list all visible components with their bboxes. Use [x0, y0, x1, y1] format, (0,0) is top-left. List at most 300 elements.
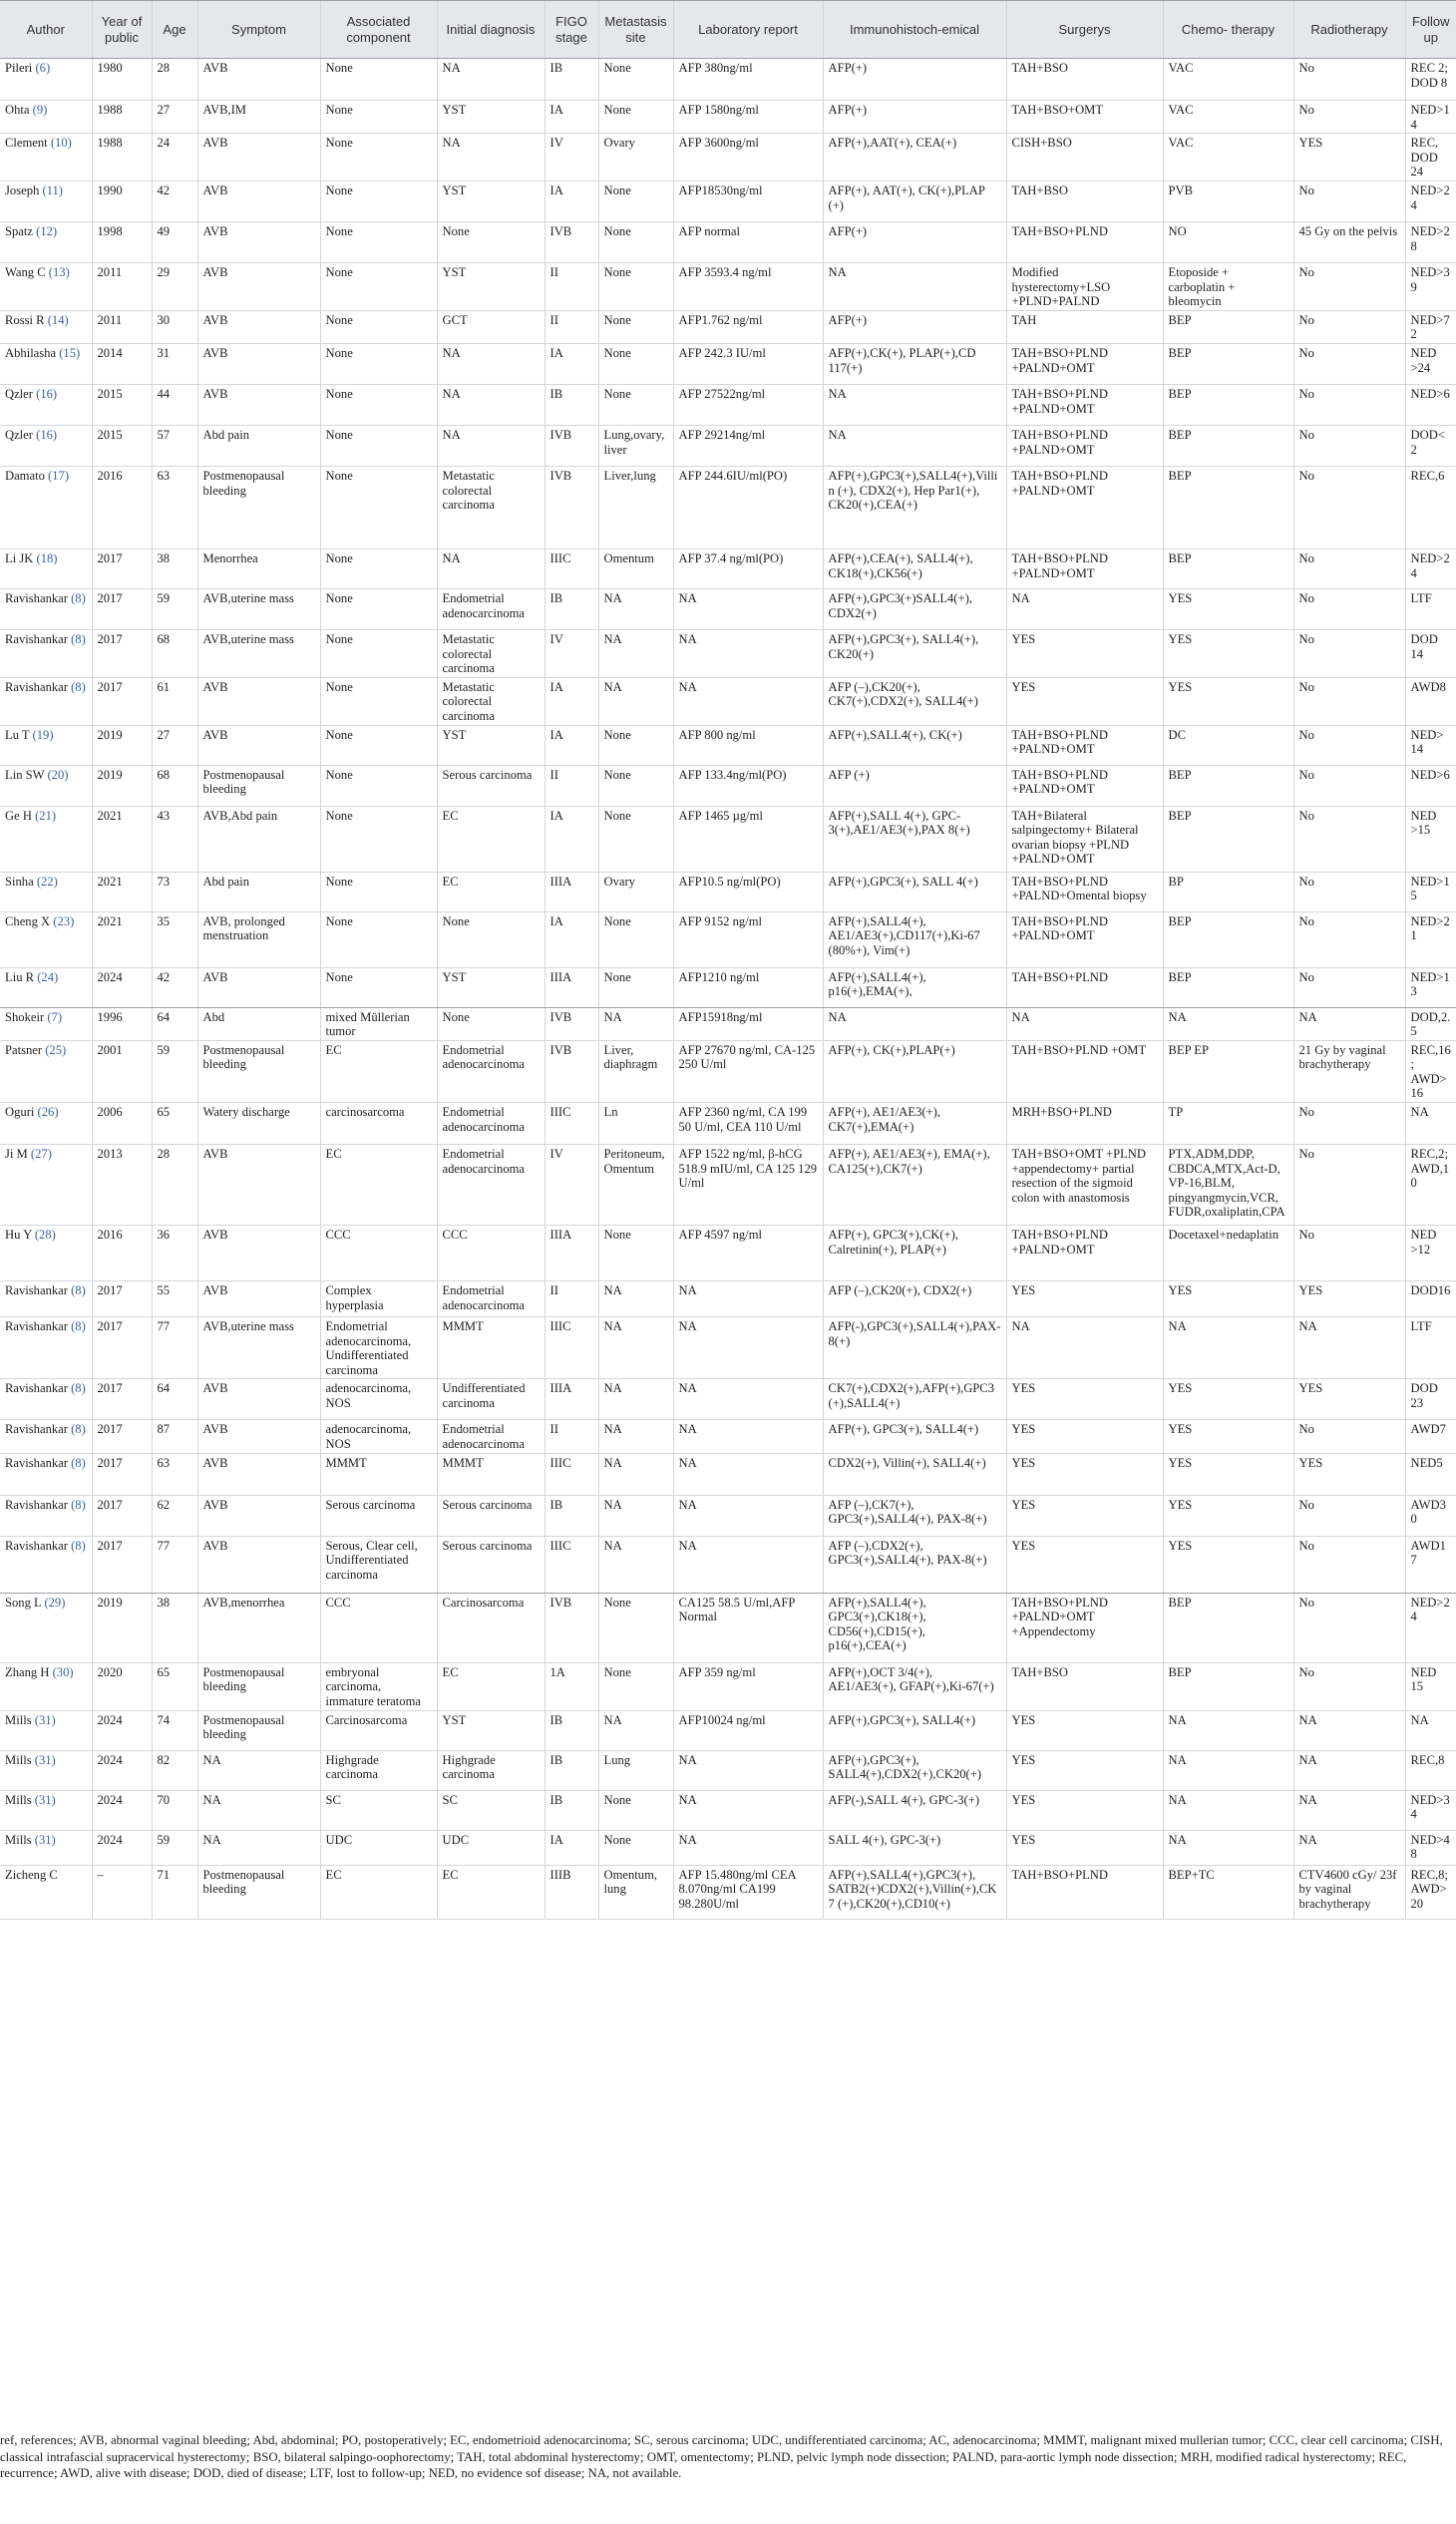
cell-lab: AFP normal [673, 221, 823, 262]
reference-link[interactable]: (8) [71, 1283, 86, 1298]
cell-chemo: YES [1163, 1420, 1293, 1453]
cell-chemo: BEP [1163, 1662, 1293, 1710]
cell-symptom: AVB,uterine mass [197, 588, 320, 629]
cell-figo: IIIC [545, 1103, 598, 1145]
cell-initial: Undifferentiated carcinoma [437, 1379, 545, 1420]
cell-age: 77 [152, 1317, 197, 1379]
cell-meta: NA [598, 1453, 673, 1495]
cell-author [0, 262, 92, 310]
cell-lab: CA125 58.5 U/ml,AFP Normal [673, 1593, 823, 1662]
cell-chemo: YES [1163, 1536, 1293, 1593]
cell-author [0, 1379, 92, 1420]
reference-link[interactable]: (11) [42, 182, 63, 197]
cell-assoc: None [320, 310, 437, 343]
cell-surgery: TAH+BSO [1006, 180, 1163, 221]
table-row [0, 1226, 1456, 1281]
table-row [0, 1710, 1456, 1750]
cell-ihc: AFP(+),GPC3(+), SALL4(+),CDX2(+),CK20(+) [823, 1750, 1006, 1790]
cell-author [0, 1103, 92, 1145]
cell-age: 59 [152, 1830, 197, 1865]
cell-figo: IA [545, 806, 598, 872]
cell-radio: No [1293, 343, 1405, 384]
cell-lab: NA [673, 629, 823, 677]
cell-surgery: CISH+BSO [1006, 134, 1163, 181]
cell-lab: AFP 29214ng/ml [673, 425, 823, 466]
reference-link[interactable]: (29) [44, 1595, 66, 1610]
cell-chemo: VAC [1163, 134, 1293, 181]
cell-ihc: AFP(+),SALL4(+), CK(+) [823, 725, 1006, 765]
table-row [0, 765, 1456, 806]
cell-lab: NA [673, 1281, 823, 1317]
cell-figo: IB [545, 59, 598, 101]
cell-assoc: Endometrial adenocarcinoma, Undifferentiated carcinoma [320, 1317, 437, 1379]
cell-author [0, 967, 92, 1007]
cell-meta: None [598, 1226, 673, 1281]
cell-figo: II [545, 1420, 598, 1453]
cell-ihc: AFP(+) [823, 310, 1006, 343]
cell-lab: AFP 37.4 ng/ml(PO) [673, 548, 823, 588]
cell-surgery: TAH+BSO [1006, 1662, 1163, 1710]
cell-symptom: Watery discharge [197, 1103, 320, 1145]
cell-surgery: TAH+BSO+PLND +PALND+OMT [1006, 725, 1163, 765]
cell-symptom: Postmenopausal bleeding [197, 1865, 320, 1919]
cell-follow: NED>13 [1405, 967, 1456, 1007]
cell-author [0, 466, 92, 548]
reference-link[interactable]: (31) [34, 1752, 56, 1767]
cell-meta: None [598, 911, 673, 967]
cell-surgery: TAH+BSO+PLND +OMT [1006, 1040, 1163, 1102]
cell-figo: IA [545, 101, 598, 134]
cell-age: 57 [152, 425, 197, 466]
cell-symptom: AVB [197, 343, 320, 384]
cell-initial: Serous carcinoma [437, 765, 545, 806]
cell-radio: No [1293, 1226, 1405, 1281]
cell-figo: IIIA [545, 872, 598, 911]
author-name: Song L [5, 1595, 42, 1610]
table-body [0, 59, 1456, 1920]
cell-follow: NED>48 [1405, 1830, 1456, 1865]
cell-ihc: AFP(+), GPC3(+),CK(+), Calretinin(+), PLAP(+) [823, 1226, 1006, 1281]
cell-year: 2017 [92, 1379, 152, 1420]
reference-link[interactable]: (31) [34, 1832, 56, 1847]
reference-link[interactable]: (8) [71, 679, 86, 694]
cell-assoc: embryonal carcinoma, immature teratoma [320, 1662, 437, 1710]
cell-age: 63 [152, 466, 197, 548]
author-name: Ravishankar [5, 1538, 68, 1553]
cell-year: 2016 [92, 466, 152, 548]
cell-year: 2020 [92, 1662, 152, 1710]
cell-meta: NA [598, 1007, 673, 1040]
cell-assoc: None [320, 677, 437, 725]
cell-figo: IIIB [545, 1865, 598, 1919]
cell-initial: Endometrial adenocarcinoma [437, 1281, 545, 1317]
cell-surgery: MRH+BSO+PLND [1006, 1103, 1163, 1145]
reference-link[interactable]: (9) [32, 103, 48, 117]
cell-follow: NED >15 [1405, 806, 1456, 872]
cell-ihc: AFP(+),SALL4(+),GPC3(+), SATB2(+)CDX2(+),Villin(+),CK7 (+),CK20(+),CD10(+) [823, 1865, 1006, 1919]
cell-age: 70 [152, 1790, 197, 1830]
cell-symptom: Postmenopausal bleeding [197, 1662, 320, 1710]
cell-author [0, 1495, 92, 1536]
cell-ihc: CDX2(+), Villin(+), SALL4(+) [823, 1453, 1006, 1495]
cell-assoc: Serous carcinoma [320, 1495, 437, 1536]
cell-age: 87 [152, 1420, 197, 1453]
cell-chemo: VAC [1163, 59, 1293, 101]
cell-follow: REC,2; AWD,10 [1405, 1145, 1456, 1226]
cell-meta: NA [598, 1536, 673, 1593]
reference-link[interactable]: (24) [37, 969, 59, 984]
cell-meta: None [598, 384, 673, 425]
cell-age: 29 [152, 262, 197, 310]
cell-year: 2015 [92, 425, 152, 466]
cell-symptom: AVB [197, 1495, 320, 1536]
cell-ihc: AFP(+),SALL 4(+), GPC-3(+),AE1/AE3(+),PAX 8(+) [823, 806, 1006, 872]
cell-age: 36 [152, 1226, 197, 1281]
reference-link[interactable]: (8) [71, 590, 86, 605]
cell-lab: AFP 9152 ng/ml [673, 911, 823, 967]
author-name: Clement [5, 136, 48, 151]
cell-ihc: AFP(+),AAT(+), CEA(+) [823, 134, 1006, 181]
table-row [0, 588, 1456, 629]
cell-initial: EC [437, 806, 545, 872]
cell-figo: IVB [545, 1040, 598, 1102]
cell-ihc: AFP(-),SALL 4(+), GPC-3(+) [823, 1790, 1006, 1830]
reference-link[interactable]: (8) [71, 1422, 86, 1437]
cell-figo: IVB [545, 425, 598, 466]
cell-author [0, 1453, 92, 1495]
cell-meta: None [598, 180, 673, 221]
cell-ihc: AFP(+),CEA(+), SALL4(+), CK18(+),CK56(+) [823, 548, 1006, 588]
cell-chemo: YES [1163, 1495, 1293, 1536]
cell-chemo: VAC [1163, 101, 1293, 134]
table-row [0, 725, 1456, 765]
cell-age: 64 [152, 1007, 197, 1040]
cell-age: 27 [152, 101, 197, 134]
cell-year: 1980 [92, 59, 152, 101]
cell-assoc: CCC [320, 1226, 437, 1281]
reference-link[interactable]: (22) [36, 874, 58, 889]
cell-follow: DOD 14 [1405, 629, 1456, 677]
reference-link[interactable]: (8) [71, 631, 86, 646]
table-row [0, 1103, 1456, 1145]
cell-meta: Liver,lung [598, 466, 673, 548]
cell-follow: NED >12 [1405, 1226, 1456, 1281]
cell-ihc: AFP (–),CDX2(+), GPC3(+),SALL4(+), PAX-8(+) [823, 1536, 1006, 1593]
author-name: Sinha [5, 874, 34, 889]
reference-link[interactable]: (25) [45, 1042, 67, 1057]
reference-link[interactable]: (6) [35, 61, 51, 75]
cell-initial: Endometrial adenocarcinoma [437, 1145, 545, 1226]
cell-surgery: TAH [1006, 310, 1163, 343]
table-row [0, 872, 1456, 911]
reference-link[interactable]: (8) [71, 1497, 86, 1512]
cell-surgery: YES [1006, 1710, 1163, 1750]
reference-link[interactable]: (13) [48, 264, 70, 279]
reference-link[interactable]: (10) [50, 136, 72, 151]
author-name: Ravishankar [5, 1455, 68, 1470]
cell-assoc: None [320, 262, 437, 310]
cell-surgery: TAH+BSO+PLND [1006, 967, 1163, 1007]
cell-assoc: Highgrade carcinoma [320, 1750, 437, 1790]
author-name: Ravishankar [5, 1381, 68, 1396]
cell-radio: YES [1293, 134, 1405, 181]
table-row [0, 1593, 1456, 1662]
reference-link[interactable]: (8) [71, 1319, 86, 1334]
table-row [0, 1750, 1456, 1790]
cell-age: 30 [152, 310, 197, 343]
cell-ihc: CK7(+),CDX2(+),AFP(+),GPC3 (+),SALL4(+) [823, 1379, 1006, 1420]
cell-ihc: AFP(+), CK(+),PLAP(+) [823, 1040, 1006, 1102]
cell-year: 2021 [92, 806, 152, 872]
author-name: Patsner [5, 1042, 43, 1057]
cell-radio: No [1293, 806, 1405, 872]
cell-figo: IIIA [545, 1226, 598, 1281]
cell-follow: REC,6 [1405, 466, 1456, 548]
cell-symptom: AVB [197, 1453, 320, 1495]
cell-chemo: BEP [1163, 343, 1293, 384]
cell-meta: None [598, 806, 673, 872]
reference-link[interactable]: (31) [34, 1712, 56, 1727]
cell-surgery: YES [1006, 1750, 1163, 1790]
cell-radio: No [1293, 1662, 1405, 1710]
cell-radio: No [1293, 59, 1405, 101]
cell-figo: IV [545, 629, 598, 677]
cell-lab: AFP 15.480ng/ml CEA 8.070ng/ml CA199 98.280U/ml [673, 1865, 823, 1919]
cell-age: 73 [152, 872, 197, 911]
cell-age: 27 [152, 725, 197, 765]
cell-meta: None [598, 343, 673, 384]
reference-link[interactable]: (15) [59, 345, 81, 360]
cell-follow: REC,16; AWD>16 [1405, 1040, 1456, 1102]
cell-meta: NA [598, 1420, 673, 1453]
author-name: Zhang H [5, 1664, 50, 1679]
cell-symptom: Abd pain [197, 872, 320, 911]
cell-author [0, 59, 92, 101]
cell-surgery: NA [1006, 588, 1163, 629]
cell-surgery: TAH+BSO+PLND +PALND+OMT +Appendectomy [1006, 1593, 1163, 1662]
author-name: Mills [5, 1832, 32, 1847]
reference-link[interactable]: (16) [36, 427, 58, 442]
cell-ihc: AFP (–),CK20(+), CK7(+),CDX2(+), SALL4(+) [823, 677, 1006, 725]
table-row [0, 59, 1456, 101]
cell-follow: LTF [1405, 1317, 1456, 1379]
cell-assoc: None [320, 134, 437, 181]
cell-follow: NED>24 [1405, 548, 1456, 588]
reference-link[interactable]: (17) [48, 468, 70, 483]
reference-link[interactable]: (27) [30, 1147, 52, 1162]
reference-link[interactable]: (31) [34, 1792, 56, 1807]
cell-assoc: UDC [320, 1830, 437, 1865]
cell-assoc: carcinosarcoma [320, 1103, 437, 1145]
cell-ihc: NA [823, 1007, 1006, 1040]
cell-year: 2016 [92, 1226, 152, 1281]
cell-follow: NED>14 [1405, 101, 1456, 134]
cell-radio: No [1293, 101, 1405, 134]
cell-ihc: NA [823, 262, 1006, 310]
cell-chemo: NA [1163, 1790, 1293, 1830]
cell-follow: NED>6 [1405, 384, 1456, 425]
cell-surgery: YES [1006, 1281, 1163, 1317]
cell-lab: AFP 27670 ng/ml, CA-125 250 U/ml [673, 1040, 823, 1102]
cell-initial: NA [437, 384, 545, 425]
reference-link[interactable]: (8) [71, 1381, 86, 1396]
cell-radio: No [1293, 872, 1405, 911]
author-name: Ji M [5, 1147, 28, 1162]
author-name: Mills [5, 1752, 32, 1767]
cell-lab: AFP 3600ng/ml [673, 134, 823, 181]
cell-assoc: None [320, 765, 437, 806]
cell-symptom: AVB [197, 59, 320, 101]
cell-radio: No [1293, 765, 1405, 806]
cell-symptom: AVB [197, 1420, 320, 1453]
table-row [0, 806, 1456, 872]
cell-chemo: BEP EP [1163, 1040, 1293, 1102]
reference-link[interactable]: (8) [71, 1538, 86, 1553]
reference-link[interactable]: (19) [32, 727, 54, 742]
cell-follow: NA [1405, 1710, 1456, 1750]
cell-age: 64 [152, 1379, 197, 1420]
cell-initial: YST [437, 967, 545, 1007]
cell-ihc: NA [823, 425, 1006, 466]
cell-chemo: BP [1163, 872, 1293, 911]
cell-meta: Ovary [598, 872, 673, 911]
cell-chemo: TP [1163, 1103, 1293, 1145]
cell-ihc: AFP(+),SALL4(+), GPC3(+),CK18(+), CD56(+),CD15(+), p16(+),CEA(+) [823, 1593, 1006, 1662]
cell-age: 62 [152, 1495, 197, 1536]
cell-follow: NED5 [1405, 1453, 1456, 1495]
cell-radio: NA [1293, 1710, 1405, 1750]
cell-surgery: TAH+BSO+PLND [1006, 1865, 1163, 1919]
cell-radio: No [1293, 1593, 1405, 1662]
cell-follow: DOD16 [1405, 1281, 1456, 1317]
cell-surgery: YES [1006, 1790, 1163, 1830]
column-header-surgery: Surgerys [1006, 1, 1163, 59]
reference-link[interactable]: (14) [47, 312, 69, 327]
cell-symptom: AVB,IM [197, 101, 320, 134]
table-row [0, 466, 1456, 548]
reference-link[interactable]: (20) [47, 767, 69, 782]
reference-link[interactable]: (23) [53, 913, 75, 928]
cell-initial: Endometrial adenocarcinoma [437, 1103, 545, 1145]
cell-assoc: None [320, 588, 437, 629]
cell-author [0, 134, 92, 181]
cell-chemo: BEP [1163, 425, 1293, 466]
reference-link[interactable]: (12) [36, 223, 58, 238]
reference-link[interactable]: (28) [34, 1228, 56, 1243]
cell-author [0, 629, 92, 677]
cell-lab: AFP 3593.4 ng/ml [673, 262, 823, 310]
cell-lab: NA [673, 1830, 823, 1865]
cell-initial: Metastatic colorectal carcinoma [437, 677, 545, 725]
cell-lab: NA [673, 677, 823, 725]
reference-link[interactable]: (18) [36, 550, 58, 565]
table-row [0, 911, 1456, 967]
cell-chemo: YES [1163, 629, 1293, 677]
author-name: Pileri [5, 61, 33, 75]
cell-assoc: EC [320, 1145, 437, 1226]
column-header-figo: FIGO stage [545, 1, 598, 59]
cell-age: 77 [152, 1536, 197, 1593]
author-name: Cheng X [5, 913, 51, 928]
cell-ihc: AFP(+),GPC3(+)SALL4(+), CDX2(+) [823, 588, 1006, 629]
cell-chemo: BEP [1163, 466, 1293, 548]
reference-link[interactable]: (8) [71, 1455, 86, 1470]
cell-year: 2021 [92, 911, 152, 967]
cell-figo: IIIA [545, 967, 598, 1007]
cell-radio: NA [1293, 1317, 1405, 1379]
reference-link[interactable]: (26) [37, 1105, 59, 1120]
cell-surgery: NA [1006, 1007, 1163, 1040]
table-row [0, 310, 1456, 343]
cell-radio: No [1293, 180, 1405, 221]
cell-lab: AFP10024 ng/ml [673, 1710, 823, 1750]
cell-chemo: BEP [1163, 806, 1293, 872]
cell-year: 2017 [92, 1420, 152, 1453]
cell-year: 2017 [92, 1453, 152, 1495]
cell-year: 2024 [92, 1830, 152, 1865]
author-name: Ge H [5, 808, 32, 823]
cell-meta: None [598, 725, 673, 765]
cell-lab: NA [673, 588, 823, 629]
cell-radio: NA [1293, 1830, 1405, 1865]
column-header-follow: Follow up [1405, 1, 1456, 59]
cell-symptom: Postmenopausal bleeding [197, 466, 320, 548]
cell-ihc: AFP(+), AAT(+), CK(+),PLAP (+) [823, 180, 1006, 221]
author-name: Abhilasha [5, 345, 57, 360]
author-name: Shokeir [5, 1009, 45, 1024]
cell-author [0, 384, 92, 425]
table-row [0, 1281, 1456, 1317]
cell-chemo: BEP+TC [1163, 1865, 1293, 1919]
cell-radio: No [1293, 967, 1405, 1007]
cell-assoc: None [320, 806, 437, 872]
cell-figo: IV [545, 134, 598, 181]
column-header-ihc: Immunohistoch-emical [823, 1, 1006, 59]
cell-chemo: YES [1163, 1453, 1293, 1495]
cell-ihc: AFP(+),CK(+), PLAP(+),CD 117(+) [823, 343, 1006, 384]
cell-initial: Endometrial adenocarcinoma [437, 588, 545, 629]
cell-lab: AFP1210 ng/ml [673, 967, 823, 1007]
reference-link[interactable]: (21) [35, 808, 57, 823]
cell-meta: Peritoneum, Omentum [598, 1145, 673, 1226]
cell-initial: EC [437, 872, 545, 911]
cell-author [0, 221, 92, 262]
cell-author [0, 1830, 92, 1865]
reference-link[interactable]: (30) [52, 1664, 74, 1679]
cell-chemo: PTX,ADM,DDP, CBDCA,MTX,Act-D, VP-16,BLM, pingyangmycin,VCR, FUDR,oxaliplatin,CPA [1163, 1145, 1293, 1226]
cell-follow: REC 2; DOD 8 [1405, 59, 1456, 101]
cell-year: 2013 [92, 1145, 152, 1226]
author-name: Li JK [5, 550, 34, 565]
reference-link[interactable]: (16) [36, 386, 58, 401]
cell-year: 1996 [92, 1007, 152, 1040]
table-row [0, 1662, 1456, 1710]
column-header-lab: Laboratory report [673, 1, 823, 59]
cell-initial: YST [437, 725, 545, 765]
cell-radio: No [1293, 310, 1405, 343]
cell-author [0, 1040, 92, 1102]
table-row [0, 1830, 1456, 1865]
cell-symptom: NA [197, 1830, 320, 1865]
reference-link[interactable]: (7) [47, 1009, 63, 1024]
cell-age: 28 [152, 59, 197, 101]
cell-figo: IIIC [545, 548, 598, 588]
cell-lab: AFP1.762 ng/ml [673, 310, 823, 343]
cell-figo: IIIA [545, 1379, 598, 1420]
cell-figo: IB [545, 1495, 598, 1536]
author-name: Liu R [5, 969, 35, 984]
cell-lab: AFP 2360 ng/ml, CA 199 50 U/ml, CEA 110 U/ml [673, 1103, 823, 1145]
